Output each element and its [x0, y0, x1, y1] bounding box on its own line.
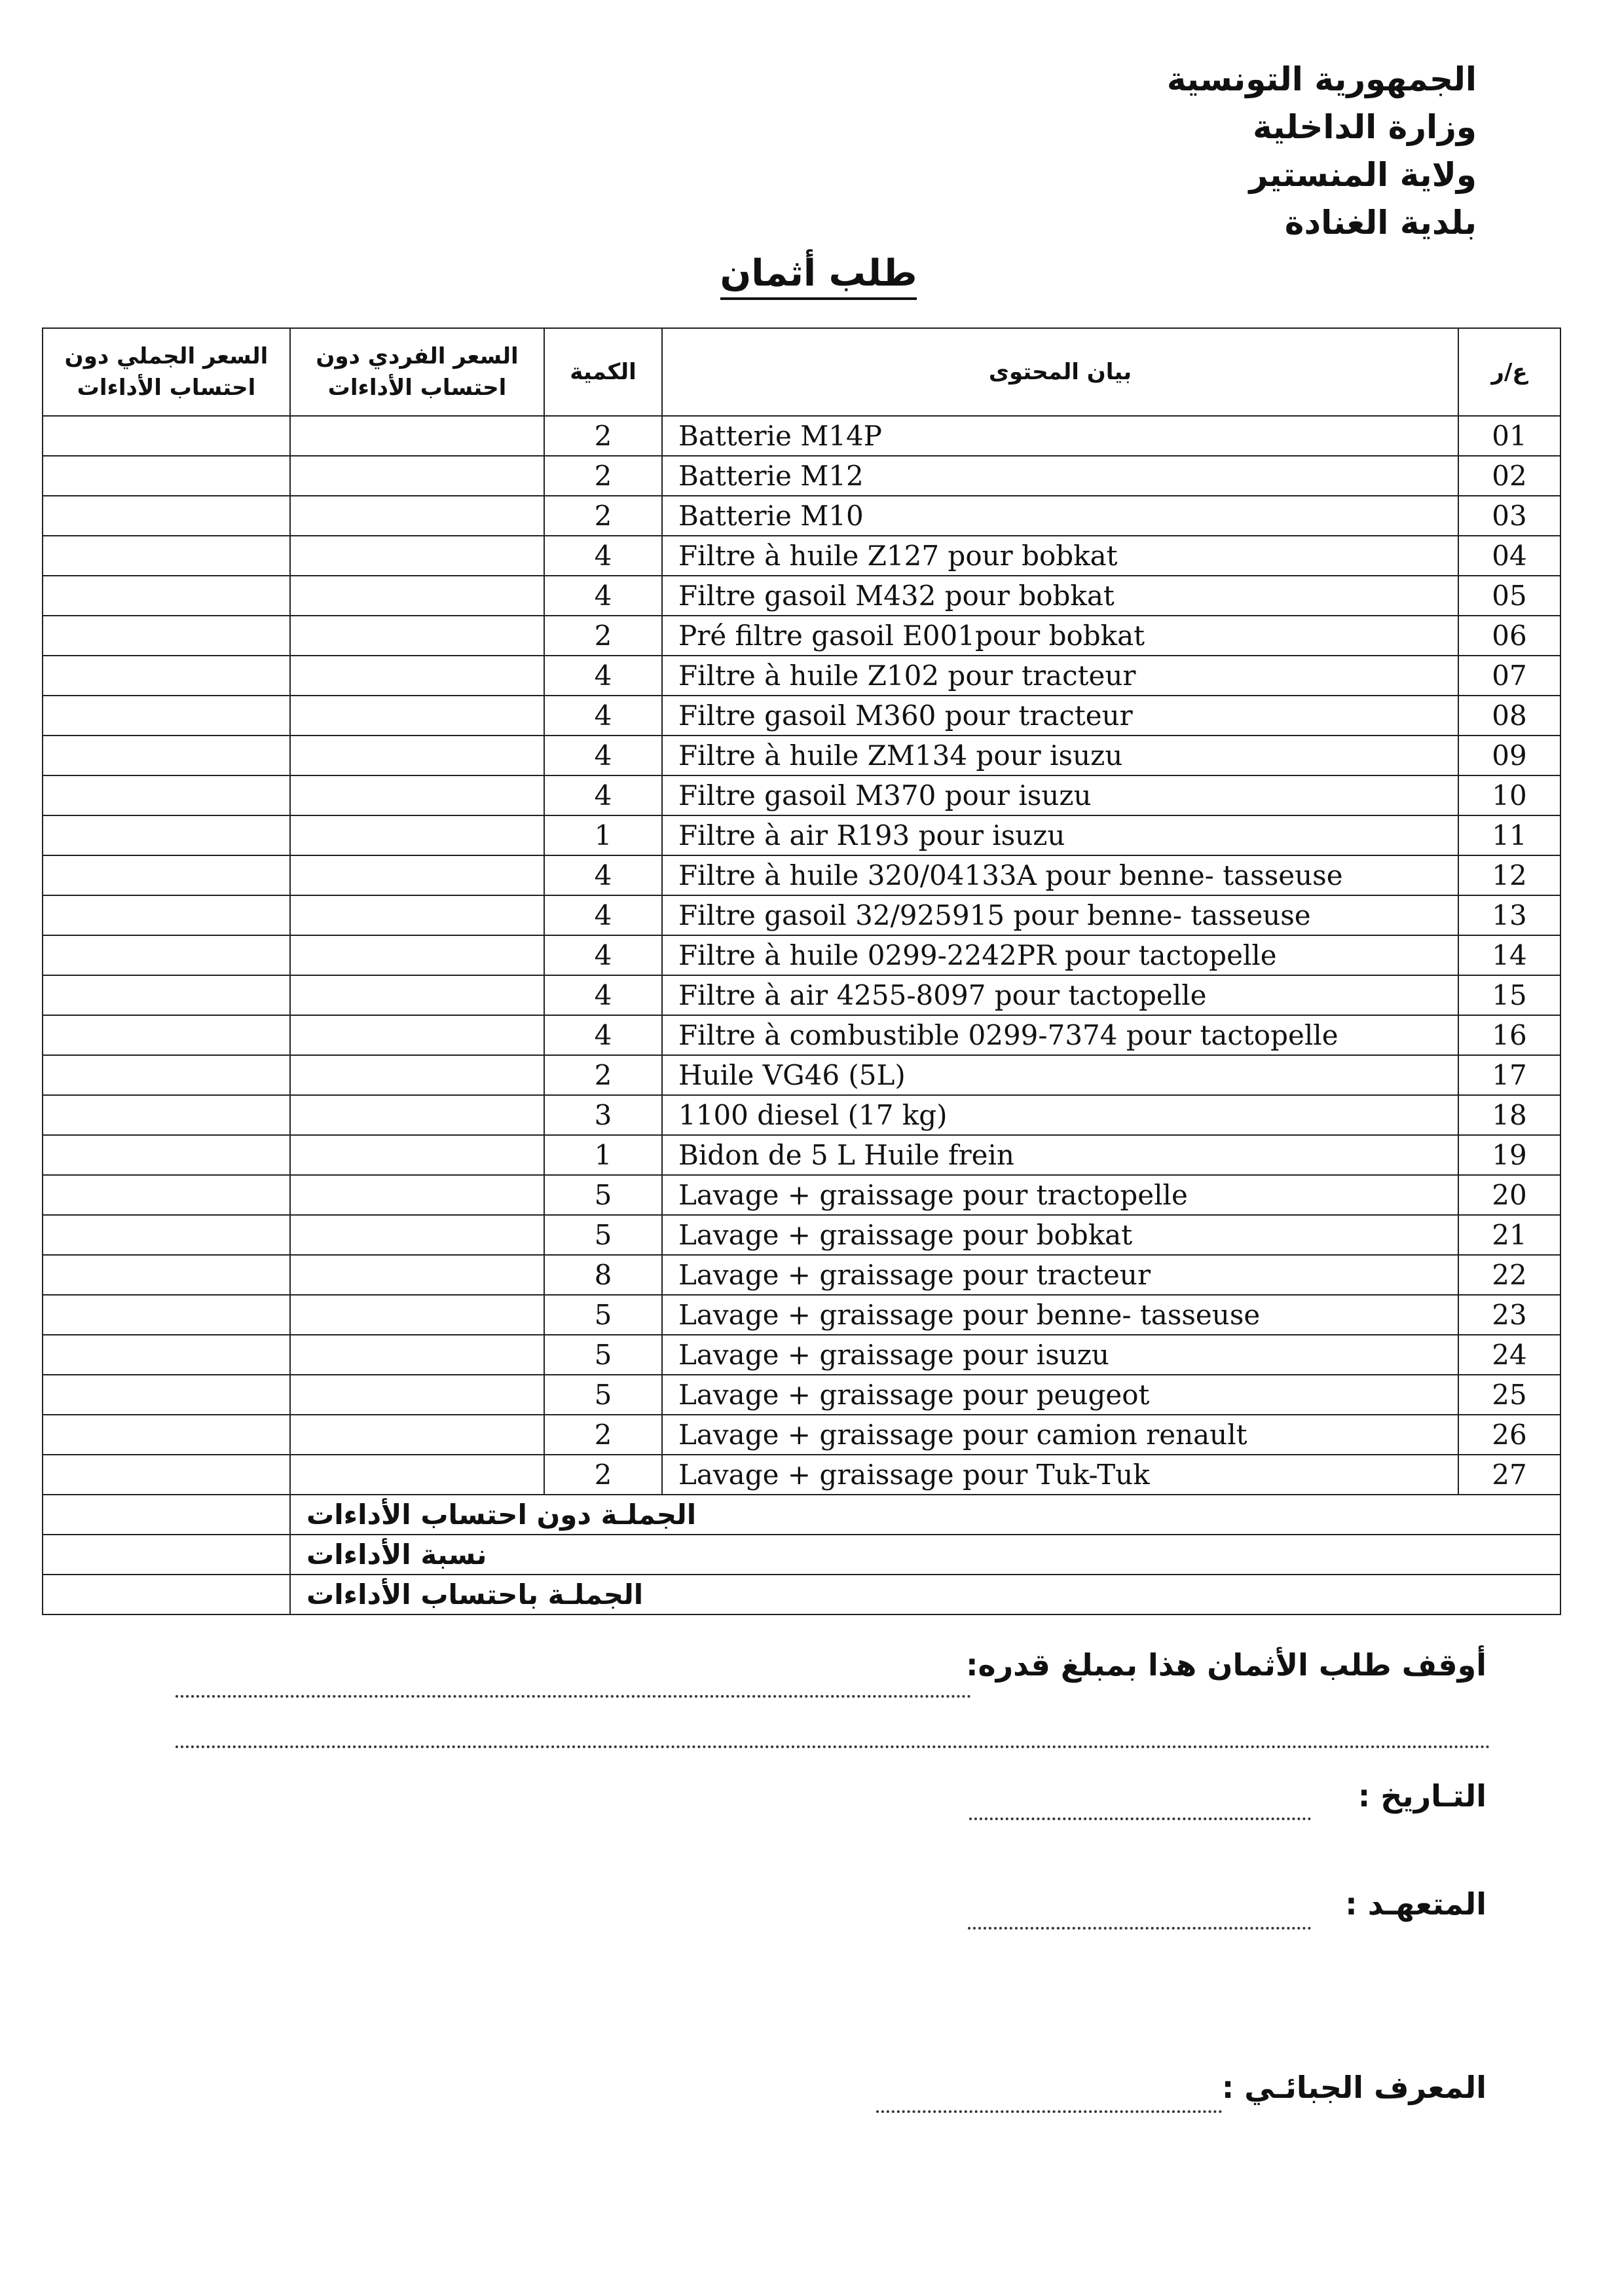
table-row [43, 1095, 1560, 1135]
row-number: 07 [1458, 656, 1560, 696]
header-municipality: بلدية الغنادة [1284, 204, 1477, 242]
row-total-price[interactable] [43, 456, 290, 496]
table-row [43, 696, 1560, 736]
row-quantity: 5 [544, 1295, 662, 1335]
table-row [43, 736, 1560, 775]
row-unit-price[interactable] [290, 1215, 544, 1255]
row-description: Filtre à air R193 pour isuzu [662, 815, 1458, 855]
row-number: 26 [1458, 1415, 1560, 1455]
row-number: 22 [1458, 1255, 1560, 1295]
summary-tax-rate-label: نسبة الأداءات [290, 1535, 1560, 1575]
row-total-price[interactable] [43, 576, 290, 616]
amount-label: أوقف طلب الأثمان هذا بمبلغ قدره: [966, 1647, 1486, 1683]
row-total-price[interactable] [43, 1095, 290, 1135]
row-number: 25 [1458, 1375, 1560, 1415]
row-unit-price[interactable] [290, 775, 544, 815]
table-row [43, 1455, 1560, 1495]
row-unit-price[interactable] [290, 975, 544, 1015]
row-description: Filtre gasoil M360 pour tracteur [662, 696, 1458, 736]
table-row [43, 416, 1560, 456]
tax-id-label: المعرف الجبائـي : [1221, 2070, 1486, 2105]
summary-total-ht-label: الجملـة دون احتساب الأداءات [290, 1495, 1560, 1535]
amount-field-line-2[interactable] [175, 1745, 1490, 1748]
row-total-price[interactable] [43, 815, 290, 855]
tax-id-field[interactable] [876, 2110, 1222, 2113]
summary-row-tax-rate [43, 1535, 1560, 1575]
summary-total-ht-value[interactable] [43, 1495, 290, 1535]
row-description: Filtre gasoil M432 pour bobkat [662, 576, 1458, 616]
row-number: 03 [1458, 496, 1560, 536]
row-unit-price[interactable] [290, 1335, 544, 1375]
table-row [43, 656, 1560, 696]
table-row [43, 496, 1560, 536]
row-description: Filtre à huile ZM134 pour isuzu [662, 736, 1458, 775]
row-unit-price[interactable] [290, 1015, 544, 1055]
row-unit-price[interactable] [290, 656, 544, 696]
row-total-price[interactable] [43, 895, 290, 935]
row-quantity: 1 [544, 1135, 662, 1175]
row-quantity: 4 [544, 736, 662, 775]
row-quantity: 2 [544, 616, 662, 656]
table-row [43, 935, 1560, 975]
table-row [43, 1415, 1560, 1455]
row-unit-price[interactable] [290, 1295, 544, 1335]
row-number: 11 [1458, 815, 1560, 855]
row-total-price[interactable] [43, 855, 290, 895]
row-quantity: 4 [544, 1015, 662, 1055]
row-description: Lavage + graissage pour bobkat [662, 1215, 1458, 1255]
row-quantity: 5 [544, 1375, 662, 1415]
row-total-price[interactable] [43, 416, 290, 456]
row-number: 06 [1458, 616, 1560, 656]
row-quantity: 5 [544, 1175, 662, 1215]
row-unit-price[interactable] [290, 1135, 544, 1175]
row-unit-price[interactable] [290, 496, 544, 536]
row-total-price[interactable] [43, 1215, 290, 1255]
row-quantity: 1 [544, 815, 662, 855]
price-request-table [42, 327, 1561, 1615]
row-unit-price[interactable] [290, 1415, 544, 1455]
row-quantity: 3 [544, 1095, 662, 1135]
row-number: 08 [1458, 696, 1560, 736]
header-number: ع/ر [1458, 328, 1560, 416]
row-number: 01 [1458, 416, 1560, 456]
row-quantity: 4 [544, 696, 662, 736]
row-number: 09 [1458, 736, 1560, 775]
row-number: 10 [1458, 775, 1560, 815]
table-row [43, 576, 1560, 616]
row-unit-price[interactable] [290, 736, 544, 775]
row-description: Batterie M14P [662, 416, 1458, 456]
row-total-price[interactable] [43, 1055, 290, 1095]
row-total-price[interactable] [43, 1295, 290, 1335]
row-number: 02 [1458, 456, 1560, 496]
row-number: 21 [1458, 1215, 1560, 1255]
row-description: Batterie M12 [662, 456, 1458, 496]
row-description: Pré filtre gasoil E001pour bobkat [662, 616, 1458, 656]
row-unit-price[interactable] [290, 536, 544, 576]
table-header-row [43, 328, 1560, 416]
row-description: Filtre à huile Z127 pour bobkat [662, 536, 1458, 576]
row-number: 13 [1458, 895, 1560, 935]
row-number: 19 [1458, 1135, 1560, 1175]
row-quantity: 4 [544, 536, 662, 576]
summary-total-ttc-value[interactable] [43, 1575, 290, 1614]
row-number: 05 [1458, 576, 1560, 616]
row-number: 16 [1458, 1015, 1560, 1055]
row-description: 1100 diesel (17 kg) [662, 1095, 1458, 1135]
row-description: Bidon de 5 L Huile frein [662, 1135, 1458, 1175]
row-number: 27 [1458, 1455, 1560, 1495]
date-field[interactable] [969, 1818, 1311, 1820]
row-total-price[interactable] [43, 696, 290, 736]
row-description: Lavage + graissage pour tractopelle [662, 1175, 1458, 1215]
row-unit-price[interactable] [290, 855, 544, 895]
row-total-price[interactable] [43, 736, 290, 775]
table-body [43, 416, 1560, 1495]
table-row [43, 1375, 1560, 1415]
row-description: Huile VG46 (5L) [662, 1055, 1458, 1095]
row-quantity: 2 [544, 496, 662, 536]
row-number: 18 [1458, 1095, 1560, 1135]
row-total-price[interactable] [43, 656, 290, 696]
row-total-price[interactable] [43, 1255, 290, 1295]
row-unit-price[interactable] [290, 576, 544, 616]
row-total-price[interactable] [43, 616, 290, 656]
row-number: 15 [1458, 975, 1560, 1015]
row-quantity: 5 [544, 1215, 662, 1255]
row-total-price[interactable] [43, 1015, 290, 1055]
row-quantity: 2 [544, 416, 662, 456]
header-governorate: ولاية المنستير [1249, 156, 1477, 194]
header-description: بيان المحتوى [662, 328, 1458, 416]
row-number: 14 [1458, 935, 1560, 975]
table-row [43, 1215, 1560, 1255]
header-block [1167, 56, 1477, 247]
header-ministry: وزارة الداخلية [1253, 108, 1477, 146]
row-total-price[interactable] [43, 935, 290, 975]
table-row [43, 1055, 1560, 1095]
row-unit-price[interactable] [290, 895, 544, 935]
row-total-price[interactable] [43, 1175, 290, 1215]
supplier-label: المتعهـد : [1345, 1886, 1486, 1922]
row-quantity: 4 [544, 656, 662, 696]
table-row [43, 855, 1560, 895]
table-summary [43, 1495, 1560, 1614]
row-quantity: 4 [544, 855, 662, 895]
row-total-price[interactable] [43, 1135, 290, 1175]
row-description: Lavage + graissage pour benne- tasseuse [662, 1295, 1458, 1335]
row-description: Filtre gasoil 32/925915 pour benne- tasseuse [662, 895, 1458, 935]
row-quantity: 4 [544, 975, 662, 1015]
row-number: 17 [1458, 1055, 1560, 1095]
row-total-price[interactable] [43, 496, 290, 536]
row-quantity: 5 [544, 1335, 662, 1375]
row-description: Lavage + graissage pour Tuk-Tuk [662, 1455, 1458, 1495]
header-unit-price: السعر الفردي دون احتساب الأداءات [290, 328, 544, 416]
row-total-price[interactable] [43, 1375, 290, 1415]
table-row [43, 1015, 1560, 1055]
row-unit-price[interactable] [290, 616, 544, 656]
row-total-price[interactable] [43, 536, 290, 576]
row-number: 24 [1458, 1335, 1560, 1375]
row-unit-price[interactable] [290, 1095, 544, 1135]
row-unit-price[interactable] [290, 815, 544, 855]
table-row [43, 1295, 1560, 1335]
row-unit-price[interactable] [290, 1055, 544, 1095]
row-description: Lavage + graissage pour tracteur [662, 1255, 1458, 1295]
row-unit-price[interactable] [290, 696, 544, 736]
row-description: Filtre gasoil M370 pour isuzu [662, 775, 1458, 815]
row-description: Filtre à huile Z102 pour tracteur [662, 656, 1458, 696]
row-description: Lavage + graissage pour isuzu [662, 1335, 1458, 1375]
row-total-price[interactable] [43, 1335, 290, 1375]
row-unit-price[interactable] [290, 935, 544, 975]
row-quantity: 8 [544, 1255, 662, 1295]
summary-total-ttc-label: الجملـة باحتساب الأداءات [290, 1575, 1560, 1614]
row-quantity: 2 [544, 1455, 662, 1495]
table-row [43, 1175, 1560, 1215]
row-unit-price[interactable] [290, 1375, 544, 1415]
row-description: Batterie M10 [662, 496, 1458, 536]
row-number: 20 [1458, 1175, 1560, 1215]
document-title: طلب أثمان [655, 252, 982, 295]
row-quantity: 4 [544, 935, 662, 975]
summary-tax-rate-value[interactable] [43, 1535, 290, 1575]
table-row [43, 1255, 1560, 1295]
row-quantity: 2 [544, 1055, 662, 1095]
row-description: Lavage + graissage pour camion renault [662, 1415, 1458, 1455]
header-quantity: الكمية [544, 328, 662, 416]
summary-row-total-ht [43, 1495, 1560, 1535]
header-republic: الجمهورية التونسية [1166, 60, 1477, 98]
row-total-price[interactable] [43, 1415, 290, 1455]
row-total-price[interactable] [43, 975, 290, 1015]
row-unit-price[interactable] [290, 416, 544, 456]
table-row [43, 975, 1560, 1015]
row-unit-price[interactable] [290, 1255, 544, 1295]
row-total-price[interactable] [43, 1455, 290, 1495]
row-description: Filtre à combustible 0299-7374 pour tactopelle [662, 1015, 1458, 1055]
table-row [43, 1335, 1560, 1375]
row-quantity: 2 [544, 456, 662, 496]
row-number: 23 [1458, 1295, 1560, 1335]
table-row [43, 1135, 1560, 1175]
table-row [43, 775, 1560, 815]
table-row [43, 536, 1560, 576]
row-unit-price[interactable] [290, 456, 544, 496]
table-row [43, 895, 1560, 935]
row-quantity: 4 [544, 576, 662, 616]
row-description: Filtre à air 4255-8097 pour tactopelle [662, 975, 1458, 1015]
row-description: Filtre à huile 320/04133A pour benne- tasseuse [662, 855, 1458, 895]
header-total-price: السعر الجملي دون احتساب الأداءات [43, 328, 290, 416]
row-total-price[interactable] [43, 775, 290, 815]
summary-row-total-ttc [43, 1575, 1560, 1614]
row-quantity: 4 [544, 895, 662, 935]
table-row [43, 456, 1560, 496]
amount-field-line-1[interactable] [175, 1695, 971, 1698]
row-quantity: 4 [544, 775, 662, 815]
row-number: 04 [1458, 536, 1560, 576]
row-number: 12 [1458, 855, 1560, 895]
supplier-field[interactable] [968, 1927, 1311, 1930]
row-unit-price[interactable] [290, 1455, 544, 1495]
row-quantity: 2 [544, 1415, 662, 1455]
date-label: التـاريخ : [1357, 1778, 1486, 1814]
row-description: Lavage + graissage pour peugeot [662, 1375, 1458, 1415]
row-description: Filtre à huile 0299-2242PR pour tactopelle [662, 935, 1458, 975]
table-row [43, 616, 1560, 656]
row-unit-price[interactable] [290, 1175, 544, 1215]
table-row [43, 815, 1560, 855]
